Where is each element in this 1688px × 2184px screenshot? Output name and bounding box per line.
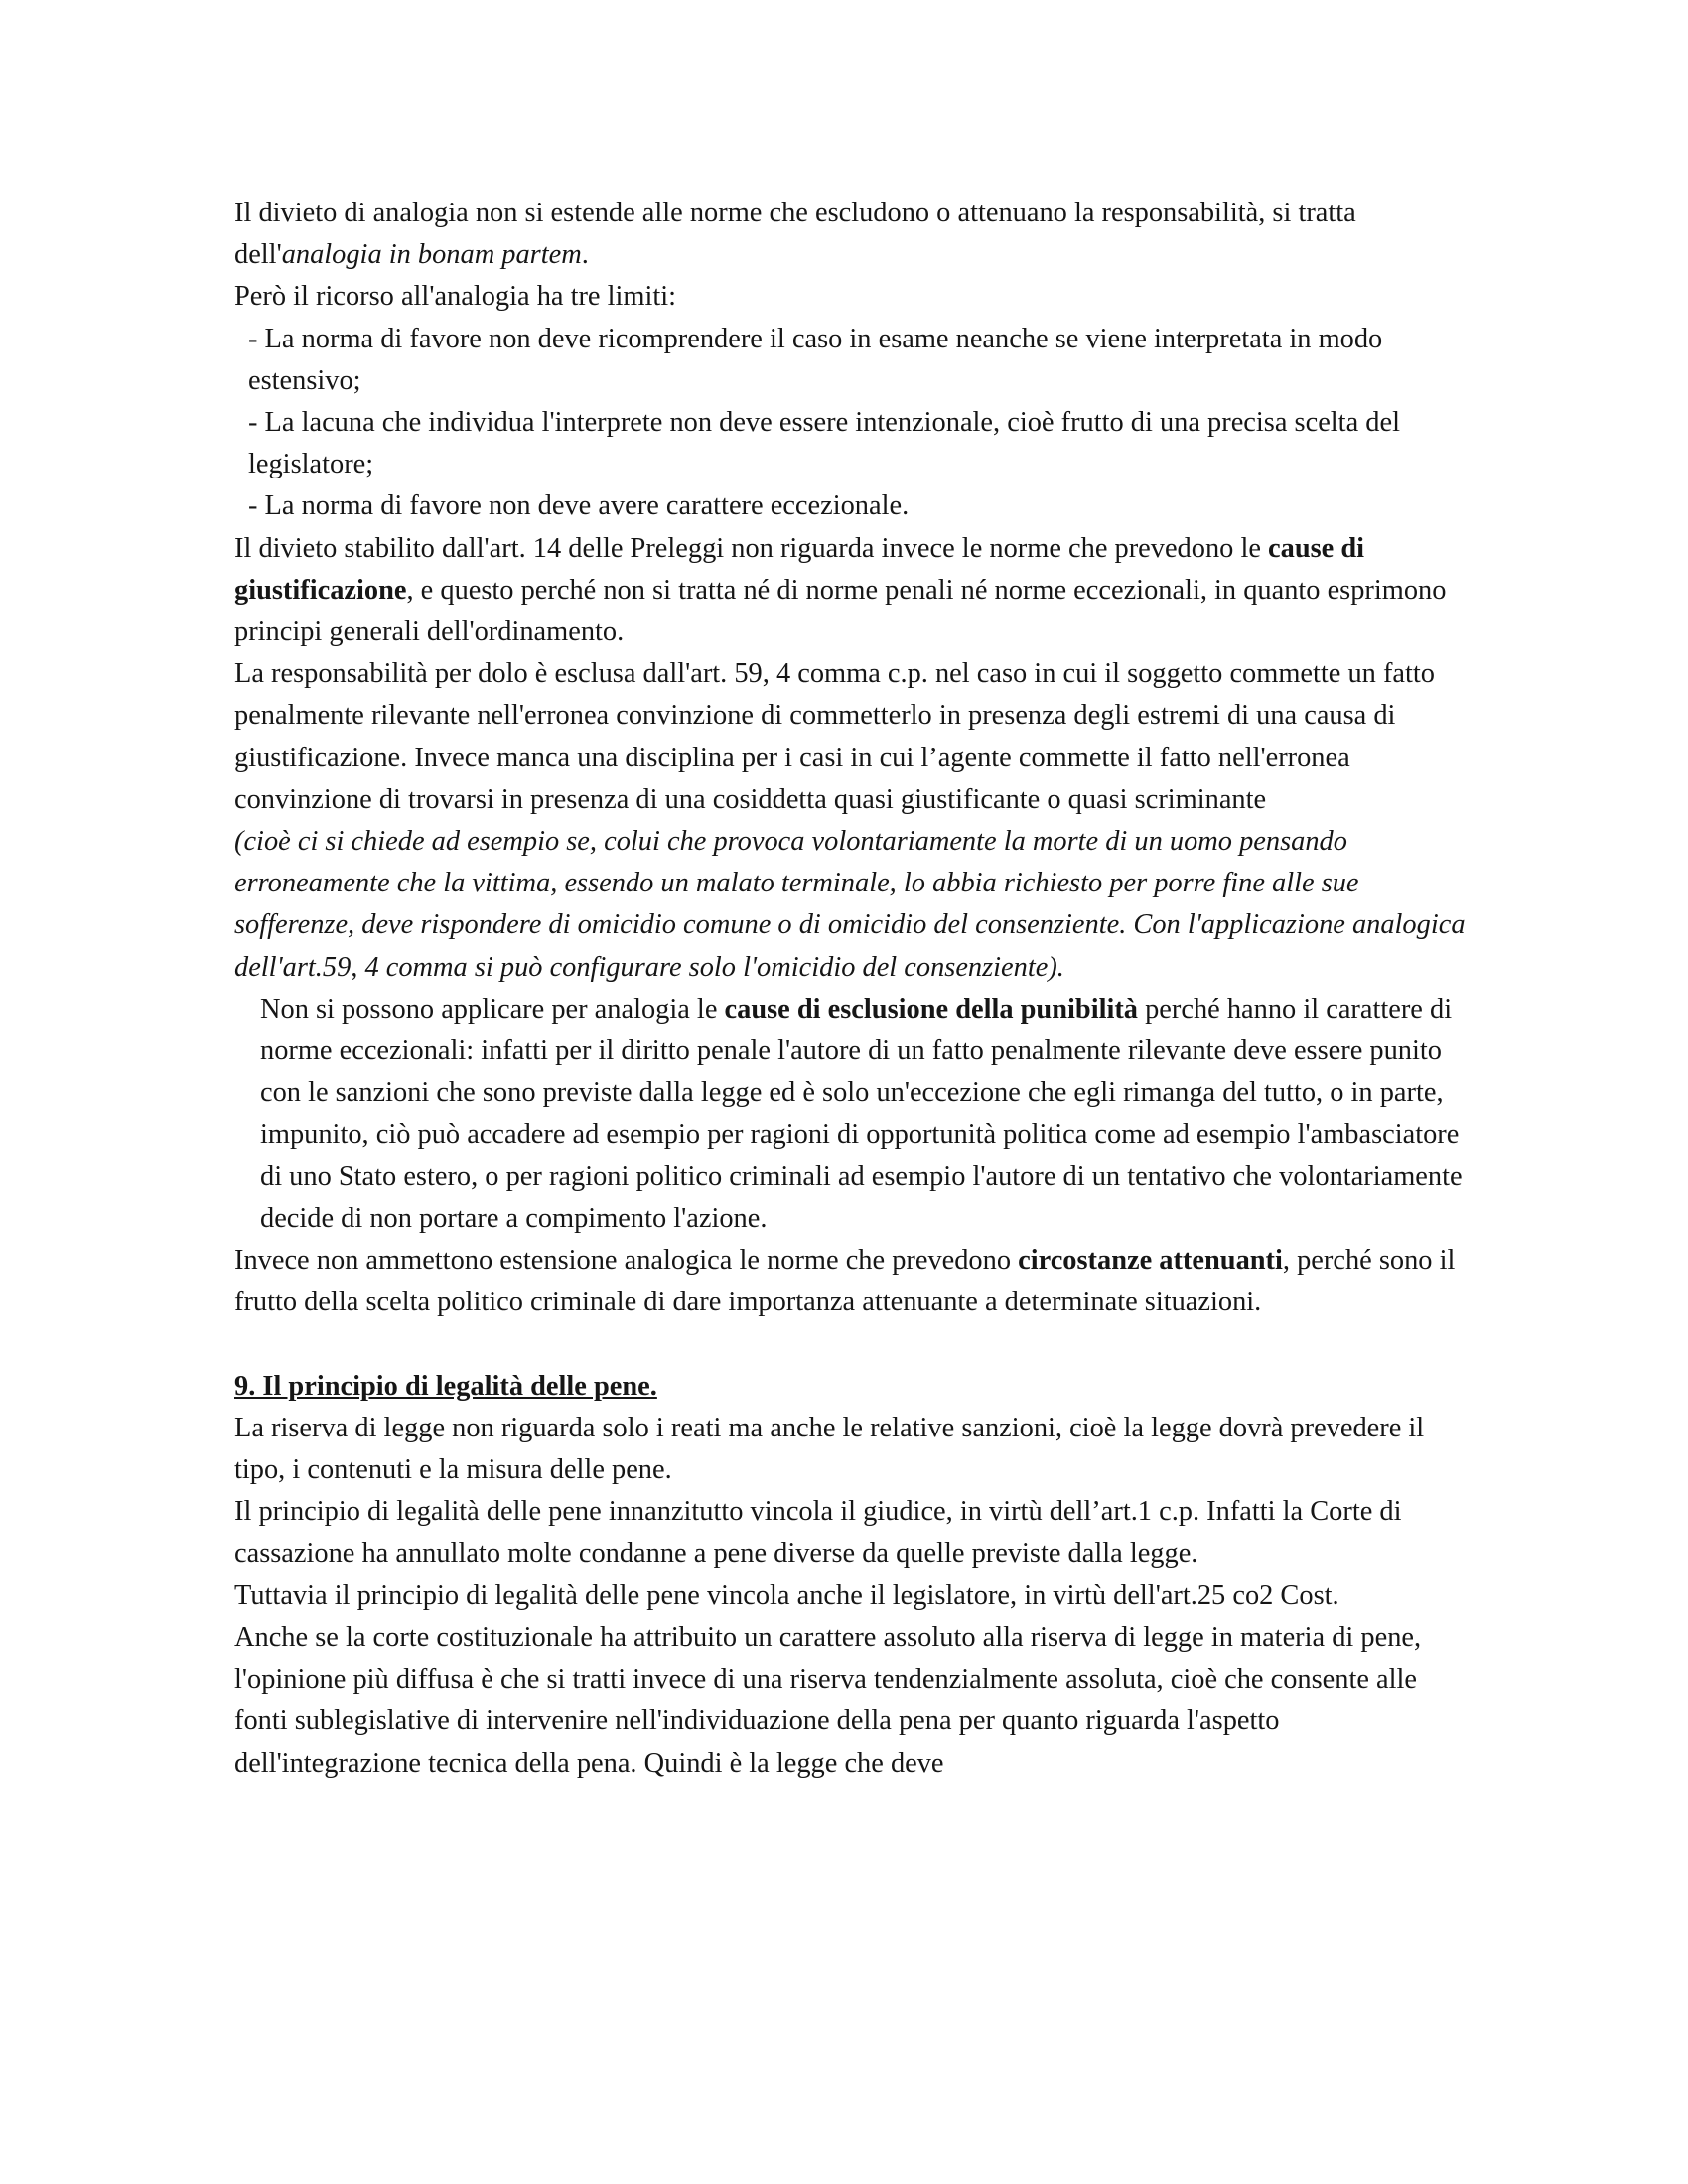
paragraph-riserva-legge: La riserva di legge non riguarda solo i reati ma anche le relative sanzioni, cioè la legge dovrà prevedere il tipo, i contenuti e la misura delle pene. [234, 1412, 1425, 1486]
paragraph-text: Invece non ammettono estensione analogica le norme che prevedono [234, 1245, 1019, 1277]
paragraph-text: . [581, 239, 589, 271]
paragraph-vincola-legislatore: Tuttavia il principio di legalità delle pene vincola anche il legislatore, in virtù dell'art.25 co2 Cost. [234, 1579, 1339, 1611]
paragraph-esempio-omicidio: (cioè ci si chiede ad esempio se, colui che provoca volontariamente la morte di un uomo pensando erroneamente che la vittima, essendo un malato terminale, lo abbia richiesto per porre fine alle sue sofferenze, deve rispondere di omicidio comune o di omicidio del consenziente. Con l'applicazione analogica dell'art.59, 4 comma si può configurare solo l'omicidio del consenziente). [234, 826, 1466, 983]
bold-term: cause di giustificazione [234, 532, 1365, 606]
paragraph-cause-giustificazione [234, 528, 1466, 654]
paragraph-circostanze-attenuanti [234, 1240, 1466, 1323]
paragraph-cause-esclusione [234, 989, 1466, 1240]
paragraph-text: , perché sono il frutto della scelta politico criminale di dare importanza attenuante a determinate situazioni. [234, 1245, 1456, 1318]
bold-term: circostanze attenuanti [1018, 1245, 1283, 1277]
paragraph-corte-costituzionale: Anche se la corte costituzionale ha attribuito un carattere assoluto alla riserva di legge in materia di pene, l'opinione più diffusa è che si tratti invece di una riserva tendenzialmente assoluta, cioè che consente alle fonti sublegislative di intervenire nell'individuazione della pena per quanto riguarda l'aspetto dell'integrazione tecnica della pena. Quindi è la legge che deve [234, 1621, 1422, 1779]
limit-item-3: - La norma di favore non deve avere carattere eccezionale. [248, 490, 910, 522]
paragraph-responsabilita-dolo: La responsabilità per dolo è esclusa dall'art. 59, 4 comma c.p. nel caso in cui il soggetto commette un fatto penalmente rilevante nell'erronea convinzione di commetterlo in presenza degli estremi di una causa di giustificazione. Invece manca una disciplina per i casi in cui l’agente commette il fatto nell'erronea convinzione di trovarsi in presenza di una cosiddetta quasi giustificante o quasi scriminante [234, 658, 1436, 815]
paragraph-vincola-giudice: Il principio di legalità delle pene innanzitutto vincola il giudice, in virtù dell’art.1 c.p. Infatti la Corte di cassazione ha annullato molte condanne a pene diverse da quelle previste dalla legge. [234, 1496, 1402, 1570]
paragraph-limits-intro: Però il ricorso all'analogia ha tre limiti: [234, 281, 677, 313]
italic-term: analogia in bonam partem [281, 239, 582, 271]
document-page [234, 193, 1466, 1785]
paragraph-text: perché hanno il carattere di norme eccezionali: infatti per il diritto penale l'autore di un fatto penalmente rilevante deve essere punito con le sanzioni che sono previste dalla legge ed è solo un'eccezione che egli rimanga del tutto, o in parte, impunito, ciò può accadere ad esempio per ragioni di opportunità politica come ad esempio l'ambasciatore di uno Stato estero, o per ragioni politico criminali ad esempio l'autore di un tentativo che volontariamente decide di non portare a compimento l'azione. [260, 993, 1463, 1234]
section-heading: 9. Il principio di legalità delle pene. [234, 1370, 657, 1402]
blank-line [234, 1323, 1466, 1365]
bold-term: cause di esclusione della punibilità [724, 993, 1139, 1024]
paragraph-analogia-bonam-partem [234, 193, 1466, 276]
paragraph-text: , e questo perché non si tratta né di norme penali né norme eccezionali, in quanto esprimono principi generali dell'ordinamento. [234, 574, 1447, 648]
paragraph-text: Non si possono applicare per analogia le [260, 993, 725, 1024]
paragraph-text: Il divieto stabilito dall'art. 14 delle Preleggi non riguarda invece le norme che prevedono le [234, 532, 1269, 564]
paragraph-text: Il divieto di analogia non si estende alle norme che escludono o attenuano la responsabilità, si tratta dell' [234, 198, 1356, 271]
limit-item-1: - La norma di favore non deve ricomprendere il caso in esame neanche se viene interpretata in modo estensivo; [248, 323, 1383, 396]
limit-item-2: - La lacuna che individua l'interprete non deve essere intenzionale, cioè frutto di una precisa scelta del legislatore; [248, 407, 1400, 480]
